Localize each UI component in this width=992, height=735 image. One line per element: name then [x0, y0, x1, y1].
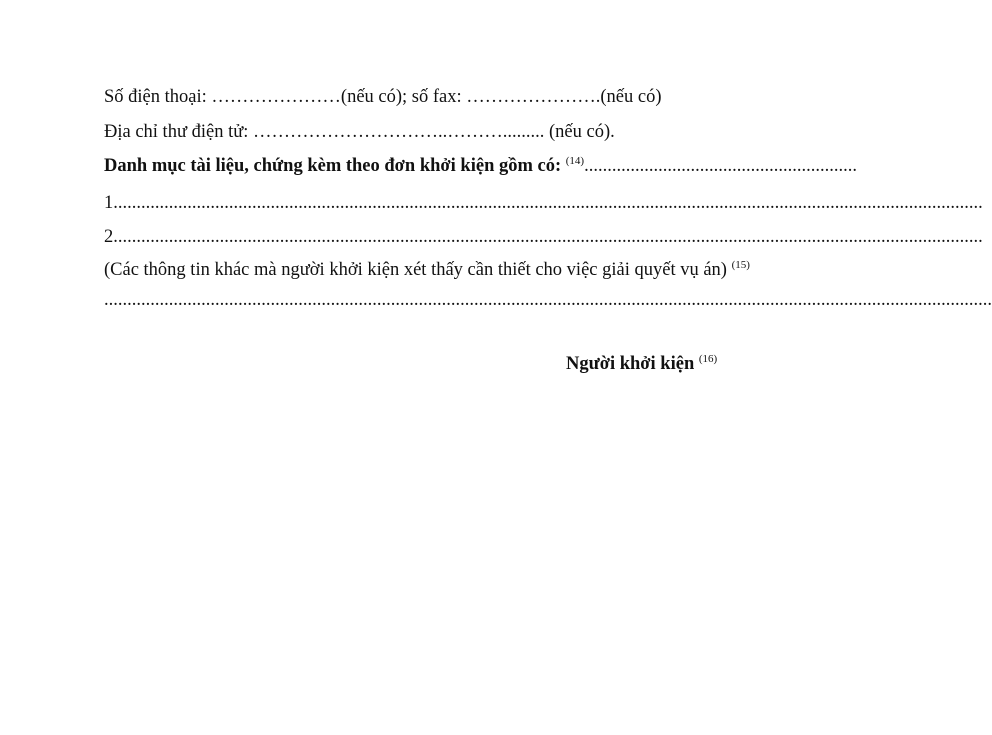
other-info-line — [104, 259, 750, 281]
signature-note: (16) — [698, 353, 718, 365]
attachment-item-number: 1 — [104, 193, 114, 213]
email-suffix: (nếu có). — [544, 122, 615, 142]
attachment-item — [104, 226, 983, 248]
phone-fax-line — [104, 86, 662, 108]
email-label: Địa chỉ thư điện tử: — [104, 122, 254, 142]
other-info-text: (Các thông tin khác mà người khởi kiện xét thấy cần thiết cho việc giải quyết vụ án) — [104, 260, 732, 280]
attachment-item-number: 2 — [104, 227, 114, 247]
other-info-dots-line — [104, 289, 992, 311]
signature-label: Người khởi kiện — [566, 354, 699, 374]
attachments-heading-note: (14) — [565, 155, 585, 167]
fax-suffix: (nếu có) — [600, 87, 662, 107]
email-blank: …………………………..………......... — [253, 122, 545, 142]
signature-block — [566, 353, 717, 375]
attachments-heading: Danh mục tài liệu, chứng kèm theo đơn khởi kiện gồm có: — [104, 156, 566, 176]
attachment-item-dots: ............................................................................................................................................................................................ — [113, 193, 983, 213]
fax-blank: …………………. — [466, 87, 601, 107]
fax-label: số fax: — [411, 87, 467, 107]
email-line — [104, 121, 615, 143]
attachment-item-dots: ............................................................................................................................................................................................ — [113, 227, 983, 247]
other-info-dots: ................................................................................................................................................................................................ — [104, 290, 992, 310]
phone-blank: ………………… — [211, 87, 341, 107]
other-info-note: (15) — [731, 259, 750, 271]
phone-label: Số điện thoại: — [104, 87, 212, 107]
attachment-item — [104, 192, 983, 214]
attachments-heading-dots: ........................................................... — [584, 156, 857, 176]
phone-suffix: (nếu có); — [340, 87, 412, 107]
attachments-heading-line — [104, 155, 857, 177]
